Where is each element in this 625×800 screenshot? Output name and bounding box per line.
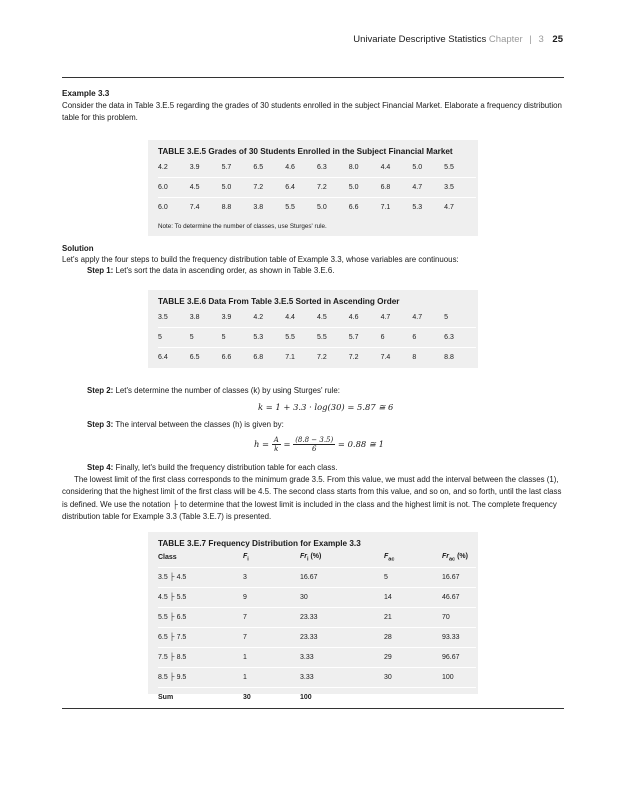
step-4 — [87, 462, 557, 474]
table-e7-grid — [158, 548, 476, 707]
table-cell: 5.5 — [285, 198, 317, 218]
fraction-a-over-k — [272, 436, 281, 453]
table-cell: 5.0 — [349, 178, 381, 198]
table-cell — [442, 688, 476, 708]
table-cell: 7.2 — [253, 178, 285, 198]
table-cell: 4.7 — [380, 314, 391, 321]
table-cell: 5 — [444, 314, 449, 321]
table-cell: 5.0 — [412, 164, 423, 171]
table-cell: 5 — [384, 568, 442, 588]
step-1 — [87, 265, 557, 277]
table-cell: 7.5 ├ 8.5 — [158, 648, 243, 668]
table-cell: 7.1 — [381, 198, 413, 218]
eq2-equals: = — [283, 439, 291, 449]
table-cell: 9 — [243, 588, 300, 608]
table-e5-grid — [158, 158, 476, 217]
running-title: Univariate Descriptive Statistics — [353, 34, 487, 45]
eq2-rhs: = 0.88 ≅ 1 — [337, 439, 384, 449]
table-cell: 3.8 — [253, 198, 285, 218]
table-row — [158, 198, 476, 218]
table-cell: 3 — [243, 568, 300, 588]
table-cell: 6.6 — [222, 348, 254, 368]
fraction-range-over-k — [293, 436, 335, 453]
table-e7 — [148, 532, 478, 701]
table-cell: Class — [158, 554, 177, 561]
table-cell: 7.4 — [381, 348, 413, 368]
table-cell: 6.8 — [253, 348, 285, 368]
table-cell: 6 — [412, 328, 444, 348]
table-e6-title: TABLE 3.E.6 Data From Table 3.E.5 Sorted in Ascending Order — [158, 297, 400, 306]
table-cell: 5 — [158, 328, 190, 348]
table-cell: 14 — [384, 588, 442, 608]
table-cell: 8.5 ├ 9.5 — [158, 668, 243, 688]
table-e5 — [148, 140, 478, 236]
table-cell: 3.33 — [300, 668, 384, 688]
table-cell: 16.67 — [442, 568, 476, 588]
table-cell: 4.4 — [285, 314, 295, 321]
solution-heading: Solution — [62, 244, 94, 253]
table-e5-title: TABLE 3.E.5 Grades of 30 Students Enrolled in the Subject Financial Market — [158, 147, 453, 156]
table-cell: 5.0 — [222, 178, 254, 198]
table-cell: $F_{ac}$ — [384, 552, 395, 563]
table-cell: 6 — [381, 328, 413, 348]
table-cell: 6.5 — [190, 348, 222, 368]
table-cell: Sum — [158, 688, 243, 708]
table-cell: 3.33 — [300, 648, 384, 668]
table-e6-grid — [158, 308, 476, 367]
page-number: 25 — [552, 34, 563, 45]
table-cell: 8.8 — [222, 198, 254, 218]
table-cell: 30 — [243, 688, 300, 708]
chapter-label: Chapter — [488, 34, 523, 45]
table-cell: 3.9 — [221, 314, 232, 321]
table-cell: 4.5 — [190, 178, 222, 198]
table-cell: 96.67 — [442, 648, 476, 668]
table-cell: 6.6 — [349, 198, 381, 218]
table-cell: 1 — [243, 648, 300, 668]
example-intro-text: Consider the data in Table 3.E.5 regarding the grades of 30 students enrolled in the subject Financial Market. Elaborate a frequency distribution table for this problem. — [62, 101, 562, 123]
table-cell: 6.0 — [158, 178, 190, 198]
table-cell: 7 — [243, 628, 300, 648]
table-row — [158, 548, 476, 568]
table-cell: 30 — [300, 588, 384, 608]
table-cell: 1 — [243, 668, 300, 688]
table-row — [158, 308, 476, 328]
table-cell: 93.33 — [442, 628, 476, 648]
step-2-text: Let's determine the number of classes (k) by using Sturges' rule: — [113, 386, 340, 395]
table-cell: 3.5 — [158, 314, 168, 321]
table-cell: 5.5 — [444, 164, 454, 171]
table-cell: 100 — [442, 668, 476, 688]
table-e6 — [148, 290, 478, 368]
header-separator: | — [529, 34, 532, 45]
table-cell: 6.5 ├ 7.5 — [158, 628, 243, 648]
example-intro — [62, 100, 564, 125]
table-row — [158, 328, 476, 348]
table-cell: 70 — [442, 608, 476, 628]
eq2-den1: k — [274, 445, 279, 453]
table-cell: 6.4 — [285, 178, 317, 198]
table-e7-title: TABLE 3.E.7 Frequency Distribution for Example 3.3 — [158, 539, 361, 548]
step-2-label: Step 2: — [87, 386, 114, 395]
table-cell: 7.1 — [285, 348, 317, 368]
table-cell: 8 — [412, 348, 444, 368]
table-cell: $Fr_i$ (%) — [300, 552, 322, 563]
table-row — [158, 668, 476, 688]
table-cell: 6.8 — [381, 178, 413, 198]
chapter-number: 3 — [538, 34, 544, 45]
example-title: Example 3.3 — [62, 89, 110, 98]
table-row — [158, 178, 476, 198]
table-cell: 5.3 — [412, 198, 444, 218]
table-cell: 16.67 — [300, 568, 384, 588]
table-cell: 23.33 — [300, 628, 384, 648]
table-cell: 3.9 — [189, 164, 200, 171]
class-limits-paragraph — [62, 474, 564, 524]
table-cell: 6.5 — [253, 164, 264, 171]
step-4-text: Finally, let's build the frequency distribution table for each class. — [113, 463, 338, 472]
step-3-label: Step 3: — [87, 420, 114, 429]
table-cell: 5.7 — [221, 164, 232, 171]
table-cell: 5.0 — [317, 198, 349, 218]
table-cell: 4.6 — [348, 314, 359, 321]
step-1-text: Let's sort the data in ascending order, as shown in Table 3.E.6. — [113, 266, 335, 275]
table-cell: 6.4 — [158, 348, 190, 368]
table-cell: 6.3 — [316, 164, 327, 171]
table-cell: 4.7 — [444, 198, 476, 218]
table-cell: $F_i$ — [243, 552, 249, 563]
step-3 — [87, 419, 557, 431]
table-cell: 3.5 — [444, 178, 476, 198]
table-cell: 29 — [384, 648, 442, 668]
table-row — [158, 688, 476, 708]
table-cell: 7.2 — [317, 348, 349, 368]
table-cell: 4.7 — [412, 178, 444, 198]
table-row — [158, 588, 476, 608]
table-cell: 5 — [222, 328, 254, 348]
table-row — [158, 568, 476, 588]
table-cell — [384, 688, 442, 708]
table-row — [158, 608, 476, 628]
table-cell: 4.4 — [380, 164, 391, 171]
table-cell: 6.3 — [444, 328, 476, 348]
table-cell: 5 — [190, 328, 222, 348]
table-cell: 5.5 ├ 6.5 — [158, 608, 243, 628]
step-1-label: Step 1: — [87, 266, 114, 275]
eq2-lhs: h = — [254, 439, 270, 449]
class-limits-text: The lowest limit of the first class corresponds to the minimum grade 3.5. From this value, we must add the interval between the classes (1), considering that the highest limit of the first class will be 4.5. The second class starts from this value, and so on, and so forth, until the last class is defined. We use the notation ├ to determine that the lowest limit is included in the class and the highest limit is not. The complete frequency distribution table for Example 3.3 (Table 3.E.7) is presented. — [62, 475, 562, 522]
table-cell: 4.5 ├ 5.5 — [158, 588, 243, 608]
table-row — [158, 348, 476, 368]
solution-intro: Let's apply the four steps to build the frequency distribution table of Example 3.3, whose variables are continuous: — [62, 255, 459, 264]
table-cell: 28 — [384, 628, 442, 648]
table-cell: 46.67 — [442, 588, 476, 608]
table-cell: 4.7 — [412, 314, 423, 321]
table-cell: 4.2 — [158, 164, 168, 171]
table-cell: 5.3 — [253, 328, 285, 348]
table-cell: $Fr_{ac}$ (%) — [442, 552, 468, 563]
table-cell: 6.0 — [158, 198, 190, 218]
table-cell: 4.2 — [253, 314, 264, 321]
table-cell: 4.6 — [285, 164, 295, 171]
table-cell: 8.8 — [444, 348, 476, 368]
running-header — [353, 34, 563, 45]
table-cell: 7 — [243, 608, 300, 628]
table-e5-note: Note: To determine the number of classes, use Sturges' rule. — [158, 223, 327, 230]
sturges-equation: k = 1 + 3.3 · log(30) = 5.87 ≅ 6 — [258, 402, 394, 412]
table-cell: 7.2 — [317, 178, 349, 198]
table-cell: 5.7 — [349, 328, 381, 348]
table-cell: 5.5 — [317, 328, 349, 348]
table-row — [158, 648, 476, 668]
step-4-label: Step 4: — [87, 463, 114, 472]
table-cell: 7.4 — [190, 198, 222, 218]
table-cell: 5.5 — [285, 328, 317, 348]
table-cell: 100 — [300, 688, 384, 708]
eq2-den2: 6 — [311, 445, 317, 453]
bottom-rule — [62, 708, 564, 709]
top-rule — [62, 77, 564, 78]
step-2 — [87, 385, 557, 397]
table-cell: 3.5 ├ 4.5 — [158, 568, 243, 588]
table-cell: 23.33 — [300, 608, 384, 628]
table-cell: 30 — [384, 668, 442, 688]
table-cell: 3.8 — [189, 314, 200, 321]
eq2-num2: (8.8 − 3.5) — [295, 436, 334, 444]
interval-equation — [254, 436, 384, 453]
table-cell: 8.0 — [348, 164, 359, 171]
table-cell: 7.2 — [349, 348, 381, 368]
table-cell: 21 — [384, 608, 442, 628]
table-row — [158, 628, 476, 648]
step-3-text: The interval between the classes (h) is given by: — [113, 420, 284, 429]
table-cell: 4.5 — [316, 314, 327, 321]
eq2-num1: A — [273, 436, 279, 444]
table-row — [158, 158, 476, 178]
